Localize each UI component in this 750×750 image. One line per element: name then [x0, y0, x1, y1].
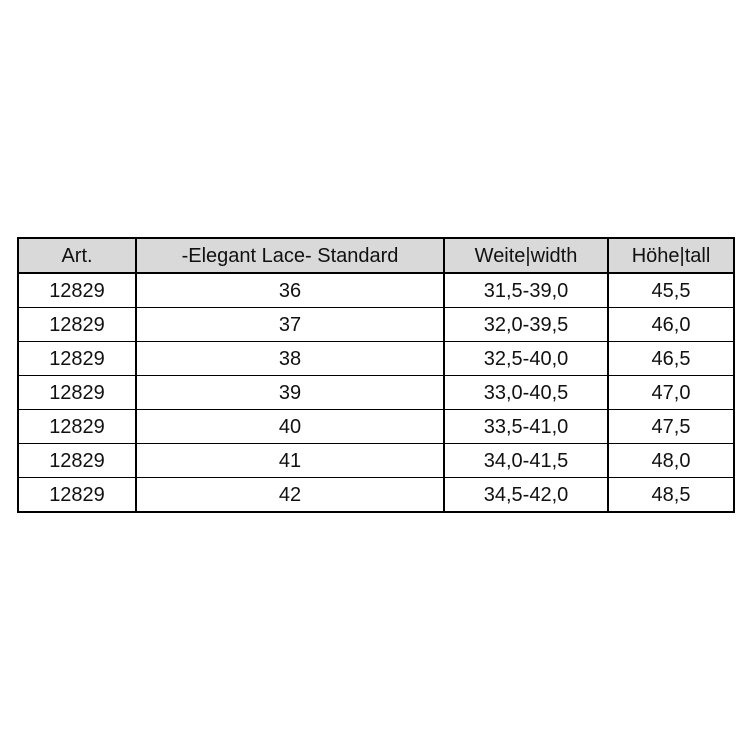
table-row	[18, 273, 734, 308]
cell-article: 12829	[18, 478, 136, 513]
cell-height: 47,0	[608, 376, 734, 410]
header-model-size: -Elegant Lace- Standard	[136, 238, 444, 273]
cell-width: 32,0-39,5	[444, 308, 608, 342]
cell-size: 41	[136, 444, 444, 478]
cell-size: 40	[136, 410, 444, 444]
cell-article: 12829	[18, 273, 136, 308]
cell-article: 12829	[18, 376, 136, 410]
cell-size: 36	[136, 273, 444, 308]
table-row	[18, 376, 734, 410]
table-row	[18, 410, 734, 444]
cell-height: 48,0	[608, 444, 734, 478]
table-row	[18, 342, 734, 376]
cell-width: 31,5-39,0	[444, 273, 608, 308]
cell-width: 32,5-40,0	[444, 342, 608, 376]
cell-article: 12829	[18, 410, 136, 444]
table-row	[18, 478, 734, 513]
size-chart-table	[17, 237, 735, 513]
cell-height: 45,5	[608, 273, 734, 308]
header-width: Weite|width	[444, 238, 608, 273]
cell-width: 33,0-40,5	[444, 376, 608, 410]
cell-width: 33,5-41,0	[444, 410, 608, 444]
cell-height: 48,5	[608, 478, 734, 513]
cell-size: 38	[136, 342, 444, 376]
cell-height: 46,5	[608, 342, 734, 376]
table-header-row	[18, 238, 734, 273]
header-article: Art.	[18, 238, 136, 273]
cell-size: 42	[136, 478, 444, 513]
cell-size: 37	[136, 308, 444, 342]
cell-width: 34,5-42,0	[444, 478, 608, 513]
cell-size: 39	[136, 376, 444, 410]
header-height: Höhe|tall	[608, 238, 734, 273]
table-row	[18, 444, 734, 478]
cell-article: 12829	[18, 308, 136, 342]
cell-article: 12829	[18, 342, 136, 376]
cell-width: 34,0-41,5	[444, 444, 608, 478]
cell-height: 46,0	[608, 308, 734, 342]
cell-height: 47,5	[608, 410, 734, 444]
cell-article: 12829	[18, 444, 136, 478]
table-row	[18, 308, 734, 342]
